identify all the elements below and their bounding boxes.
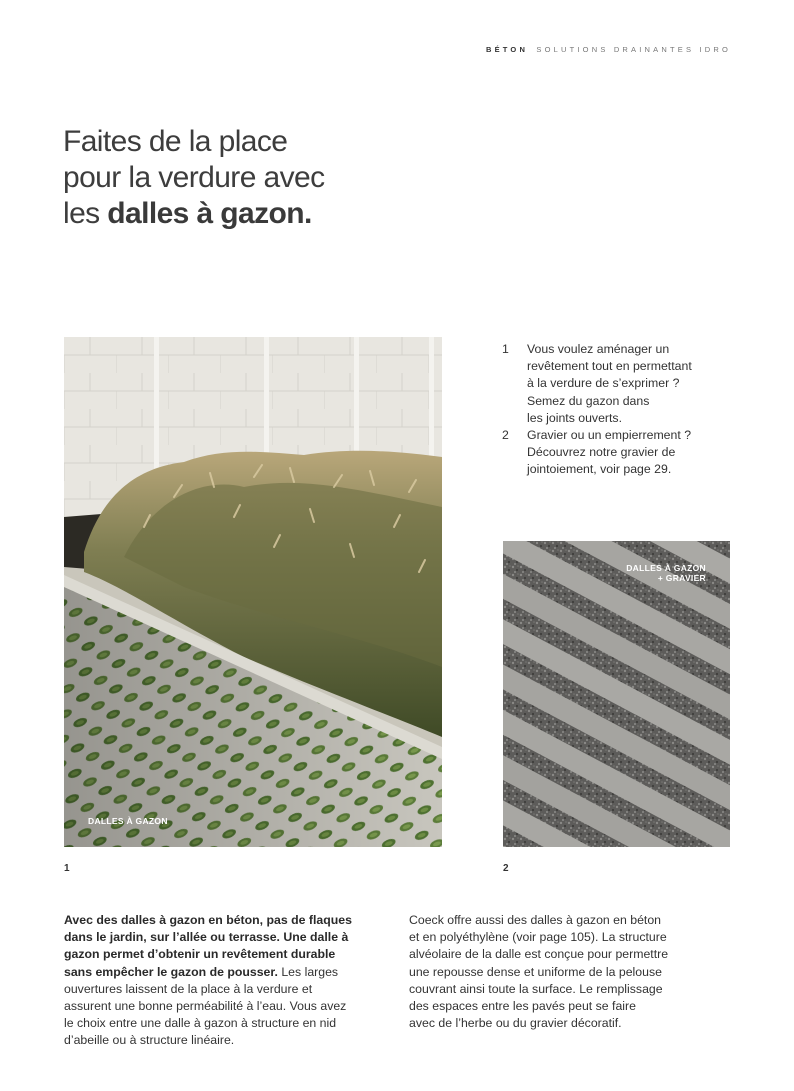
caption-text	[527, 427, 732, 479]
linear-pavers-illustration	[503, 541, 730, 847]
body-text-right	[409, 912, 729, 1032]
body-line: d’abeille ou à structure linéaire.	[64, 1033, 235, 1048]
body-line: gazon permet d’obtenir un revêtement durable	[64, 947, 336, 962]
title-line-1: Faites de la place	[63, 125, 288, 158]
caption-text	[527, 341, 732, 427]
body-bold-fragment: sans empêcher le gazon de pousser.	[64, 964, 278, 979]
title-line-3-bold: dalles à gazon.	[107, 197, 312, 230]
page-title	[63, 124, 423, 232]
photo2-label	[626, 563, 706, 583]
photo-linear-pavers	[503, 541, 730, 847]
caption-number: 1	[502, 342, 509, 356]
figure-number-1: 1	[64, 863, 70, 874]
caption-line: Découvrez notre gravier de	[527, 445, 676, 460]
caption-item	[502, 427, 732, 479]
caption-line: Vous voulez aménager un	[527, 342, 670, 356]
running-header	[486, 45, 731, 54]
caption-line: revêtement tout en permettant	[527, 359, 692, 374]
body-line: des espaces entre les pavés peut se faire	[409, 999, 636, 1014]
body-line: avec de l’herbe ou du gravier décoratif.	[409, 1016, 622, 1031]
photo-grass-pavers	[64, 337, 442, 847]
title-line-3	[63, 196, 423, 232]
body-line: ouvertures laissent de la place à la verdure et	[64, 981, 313, 996]
figure-number-2: 2	[503, 863, 509, 874]
caption-line: à la verdure de s’exprimer ?	[527, 376, 680, 391]
caption-line: jointoiement, voir page 29.	[527, 462, 672, 477]
body-line: assurent une bonne perméabilité à l’eau. Vous avez	[64, 999, 347, 1014]
body-line: le choix entre une dalle à gazon à structure en nid	[64, 1016, 337, 1031]
photo2-label-line-2: + GRAVIER	[657, 573, 706, 583]
body-line	[64, 964, 384, 981]
body-line: dans le jardin, sur l’allée ou terrasse. Une dalle à	[64, 930, 349, 945]
title-line-2: pour la verdure avec	[63, 161, 325, 194]
caption-line: Gravier ou un empierrement ?	[527, 428, 692, 443]
header-section: SOLUTIONS DRAINANTES IDRO	[536, 45, 731, 54]
body-line: alvéolaire de la dalle est conçue pour permettre	[409, 947, 669, 962]
body-line: Avec des dalles à gazon en béton, pas de flaques	[64, 913, 352, 927]
header-brand: BÉTON	[485, 45, 529, 54]
photo2-label-line-1: DALLES À GAZON	[626, 563, 706, 573]
caption-line: Semez du gazon dans	[527, 393, 650, 408]
grass-pavers-illustration	[64, 337, 442, 847]
body-line: Coeck offre aussi des dalles à gazon en béton	[409, 913, 662, 927]
title-line-3-prefix: les	[63, 197, 108, 230]
body-regular-fragment: Les larges	[277, 964, 339, 979]
caption-item	[502, 341, 732, 427]
body-line: et en polyéthylène (voir page 105). La structure	[409, 930, 667, 945]
body-text-left	[64, 912, 384, 1050]
body-line: couvrant ainsi toute la surface. Le remplissage	[409, 981, 663, 996]
caption-line: les joints ouverts.	[527, 410, 623, 425]
photo1-label: DALLES À GAZON	[88, 816, 168, 826]
body-line: une repousse dense et uniforme de la pelouse	[409, 964, 662, 979]
figure-captions	[502, 341, 732, 479]
caption-number: 2	[502, 428, 509, 443]
